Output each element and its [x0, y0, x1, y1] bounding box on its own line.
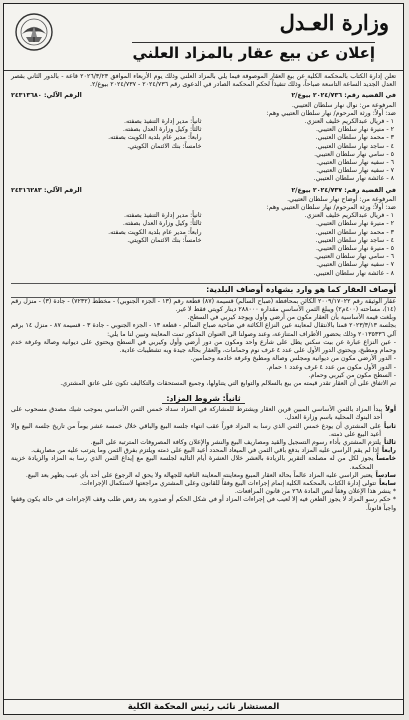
condition-text: يبدأ المزاد بالثمن الأساسي المبين قرين العقار ويشترط للمشاركة في المزاد سداد خمس الثمن الأساسي بموجب شيك مصدق مسحوب على أحد البنوك المحلية باسم وزارة العدل. — [11, 406, 383, 422]
auto-number: الرقم الآلي: ٢٤٣١٦٢٨٣ — [11, 186, 82, 194]
heir-row — [11, 220, 396, 228]
condition-number: ثانياً — [383, 422, 396, 430]
condition-item — [11, 439, 396, 447]
auction-terms — [11, 406, 396, 488]
condition-text: يلتزم المشتري بأداء رسوم التسجيل والقيد ومصاريف البيع والنشر والإعلان وكافة المصروفات المترتبة على البيع. — [90, 438, 381, 446]
heir-row — [11, 134, 396, 142]
condition-text: تتولى إدارة الكتاب بالمحكمة الكلية إتمام إجراءات البيع وفقاً للقانون وعلى المشتري مراجعتها لاستكمال الإجراءات. — [79, 479, 377, 487]
condition-text: يعتبر الراسي عليه المزاد عالماً بحالة العقار المبيع ومعاينته المعاينة النافية للجهالة ولا يحق له الرجوع على أحد بأي عيب يظهر بعد البيع. — [25, 471, 373, 479]
auction-terms-heading: ثانياً: شروط المزاد: — [162, 394, 244, 404]
condition-number: سابعاً — [379, 479, 396, 487]
heir-row — [11, 118, 396, 126]
legal-notes — [11, 488, 396, 513]
notice-page — [3, 3, 404, 715]
auction-terms-heading-wrap — [11, 393, 396, 406]
condition-item — [11, 423, 396, 439]
other-party: خامساً: بنك الائتمان الكويتي. — [127, 236, 202, 244]
heir-row — [11, 159, 396, 167]
property-description — [11, 298, 396, 388]
other-party — [11, 270, 204, 278]
heir-name: ٥ - منيرة نهار سلطان العتيبي. — [316, 245, 394, 253]
other-party — [11, 261, 204, 269]
heir-name: ٦ - سامي نهار سلطان العتيبي. — [314, 253, 394, 261]
heir-name: ٤ - ساجد نهار سلطان العتيبي. — [315, 142, 394, 150]
heir-row — [11, 151, 396, 159]
condition-number: أولاً — [385, 406, 396, 414]
heir-row — [11, 167, 396, 175]
description-paragraph: عقار الوثيقة رقم ٢٠٠٩/١٧٠٢٢ الكائن بمحافظة (صباح السالم) قسيمة (٨٧) قطعة رقم (١٣ - الجزء الجنوبي) - مخطط (٧٢٣٢) - جادة (٣) - منزل رقم (١٤)، مساحته (٤٠٠م٢) ويبلغ الثمن الأساسي مقداره ٢٨٨٠٠٠ دينار كويتي فقط لا غير. — [11, 297, 396, 314]
legal-note: * حكم رسو المزاد لا يجوز الطعن فيه إلا لعيب في إجراءات المزاد أو في شكل الحكم أو صدوره بعد رفض طلب وقف الإجراءات في حالة يكون وقفها واجباً قانوناً. — [11, 496, 396, 512]
heir-row — [11, 212, 396, 220]
heir-row — [11, 261, 396, 269]
condition-number: رابعاً — [381, 447, 396, 455]
condition-item — [11, 472, 396, 480]
kuwait-emblem-icon — [14, 12, 54, 52]
other-party — [11, 151, 204, 159]
signature-line: المستشار نائب رئيس المحكمة الكلية — [4, 699, 403, 714]
heir-row — [11, 126, 396, 134]
notice-header — [4, 4, 403, 71]
case-block-1 — [11, 92, 396, 183]
defendants-heading: ضد: أولاً: ورثة المرحوم/ نهار سلطان العتيبي وهم: — [266, 204, 396, 212]
condition-text: على المشتري أن يودع خمس الثمن الذي رسا به المزاد فوراً عقب انتهاء جلسة البيع والباقي خلال خمسة عشر يوماً من تاريخ جلسة البيع وإلا أعيد البيع على ذمته. — [11, 422, 381, 438]
heir-name: ٣ - محمد نهار سلطان العتيبي. — [315, 228, 394, 236]
defendants-heading: ضد: أولاً: ورثة المرحوم/ نهار سلطان العتيبي وهم: — [266, 109, 396, 117]
other-party — [11, 167, 204, 175]
condition-number: خامساً — [376, 455, 396, 463]
heir-row — [11, 175, 396, 183]
description-paragraph: - السطح مكون من كيربي وحمام. — [308, 371, 396, 379]
notice-body — [11, 73, 396, 513]
heir-name: ٣ - محمد نهار سلطان العتيبي. — [315, 134, 394, 142]
heir-name: ١ - فريال عبدالكريم خليف العنزي. — [304, 212, 394, 220]
intro-paragraph: تعلن إدارة الكتاب بالمحكمة الكلية عن بيع العقار الموصوفة فيما يلي بالمزاد العلني وذلك يوم الأربعاء الموافق ٢٠٢٦/٣/٢٣ قاعة - بالدور الثاني بقصر العدل الجديد الساعة التاسعة صباحاً، وذلك تنفيذاً لحكم المحكمة الصادر في الدعوى رقم ٢٠٢٤/٧٣٦ - ٢٠٢٤/٧٣٧ بيوع/٢. — [11, 73, 396, 89]
other-party — [11, 245, 204, 253]
heir-row — [11, 237, 396, 245]
heir-name: ٦ - سفيه نهار سلطان العتيبي. — [316, 159, 394, 167]
filed-by: المرفوعة من: أوضاح نهار سلطان العتيبي. — [287, 195, 396, 203]
condition-number: ثالثاً — [383, 438, 396, 446]
heir-name: ٧ - سفيه نهار سلطان العتيبي. — [316, 167, 394, 175]
description-paragraph: وبلغت قيمة الأساسية بأن العقار مكون من أرضي وأول ويوجد كيربي في السطح. — [187, 314, 396, 322]
condition-item — [11, 455, 396, 471]
auto-number: الرقم الآلي: ٢٤٣١٣٦٨٠ — [11, 92, 82, 100]
legal-note: * ينشر هذا الإعلان وفقاً لنص المادة ٢٦٨ من قانون المرافعات. — [234, 488, 396, 496]
description-paragraph: بجلسة ٢٠٢٣/٣/١٣ قمنا بالانتقال لمعاينة عين النزاع الكائنة في ضاحية صباح السالم - قطعة ١٣ - الجزء الجنوبي - جادة ٣ - قسيمة ٨٧ - منزل ١٤ برقم آلي ٢٠١٣٥٣٣٦ وذلك بحضور الأطراف المتنازعة، وعند وصولنا الى العنوان المذكور تمت المعاينة وتبين لنا ما يلي: — [11, 322, 396, 338]
heir-name: ٨ - عائشة نهار سلطان العتيبي. — [313, 269, 394, 277]
heir-name: ٢ - منيرة نهار سلطان العتيبي. — [316, 126, 394, 134]
other-party: ثالثاً: وكيل وزارة العدل بصفته. — [122, 220, 202, 228]
case-line — [11, 187, 396, 195]
description-paragraph: - الدور الأرضي مكون من ديوانية ومجلس وصالة ومطبخ وغرفة خادمة وحمامين. — [190, 355, 396, 363]
condition-number: سادساً — [375, 471, 396, 479]
condition-item — [11, 406, 396, 422]
other-party: ثانياً: مدير إدارة التنفيذ بصفته. — [124, 212, 202, 220]
ministry-title: وزارة العـدل — [279, 10, 389, 35]
condition-text: إذا لم يقم الراسي عليه المزاد بدفع باقي الثمن في الميعاد المحدد أعيد البيع على ذمته ويلتزم بفرق الثمن وما يترتب عليه من مصاريف. — [31, 447, 379, 455]
condition-item — [11, 480, 396, 488]
heir-name: ٥ - سامي نهار سلطان العتيبي. — [314, 150, 394, 158]
heir-row — [11, 270, 396, 278]
condition-text: يجوز لكل من له مصلحة التقرير بالزيادة بالعشر خلال العشرة أيام التالية لجلسة البيع مع إيداع الثمن الذي رسا به المزاد والزيادة خزينة المحكمة. — [11, 455, 374, 471]
heir-row — [11, 253, 396, 261]
description-paragraph: - عين النزاع عبارة عن بيت سكني يطل على شارع واحد ومكون من دور أرضي وأول وكيربي في السطح ويحتوي على ديوانية وصالة وغرفة خدم وحمام ومطبخ، ويحتوي الدور الأول على عدد ٤ غرف نوم وحمامات، والعقار بحالة جيدة وبه تشطيبات عادية. — [11, 338, 396, 355]
other-party: رابعاً: مدير عام بلدية الكويت بصفته. — [108, 228, 202, 236]
case-number: في القضية رقم: ٢٠٢٤/٧٣٧ بيوع/٢ — [291, 186, 396, 194]
other-party: ثانياً: مدير إدارة التنفيذ بصفته. — [124, 118, 202, 126]
heir-name: ٧ - سفيه نهار سلطان العتيبي. — [316, 261, 394, 269]
description-paragraph: تم الاتفاق على أن العقار تقدر قيمته من بيع بالسلالم والتوابع التي يتناولها، وجميع المستحقات والتكاليف تكون على عاتق المشتري. — [60, 379, 396, 387]
heirs-list — [11, 212, 396, 278]
description-paragraph: - الدور الأول مكون من عدد ٤ غرف وعدد ١ حمام. — [266, 363, 396, 371]
other-party: ثالثاً: وكيل وزارة العدل بصفته. — [122, 126, 202, 134]
case-block-2 — [11, 187, 396, 278]
other-party — [11, 253, 204, 261]
other-party: رابعاً: مدير عام بلدية الكويت بصفته. — [108, 134, 202, 142]
heir-name: ٢ - منيرة نهار سلطان العتيبي. — [316, 220, 394, 228]
heir-name: ١ - فريال عبدالكريم خليف العنزي. — [304, 118, 394, 126]
filed-by: المرفوعة من: نوال نهار سلطان العتيبي. — [291, 101, 396, 109]
heir-name: ٨ - عائشة نهار سلطان العتيبي. — [313, 175, 394, 183]
other-party — [11, 159, 204, 167]
heir-row — [11, 245, 396, 253]
heir-row — [11, 229, 396, 237]
case-number: في القضية رقم: ٢٠٢٤/٧٣٦ بيوع/٢ — [291, 92, 396, 100]
other-party — [11, 175, 204, 183]
other-party: خامساً: بنك الائتمان الكويتي. — [127, 142, 202, 150]
heirs-list — [11, 118, 396, 184]
heir-row — [11, 143, 396, 151]
case-line — [11, 92, 396, 100]
property-description-heading: أوصاف العقار كما هو وارد بشهادة أوصاف البلدية: — [11, 283, 396, 298]
heir-name: ٤ - ساجد نهار سلطان العتيبي. — [315, 236, 394, 244]
notice-title: إعلان عن بيع عقار بالمزاد العلني — [132, 44, 375, 62]
